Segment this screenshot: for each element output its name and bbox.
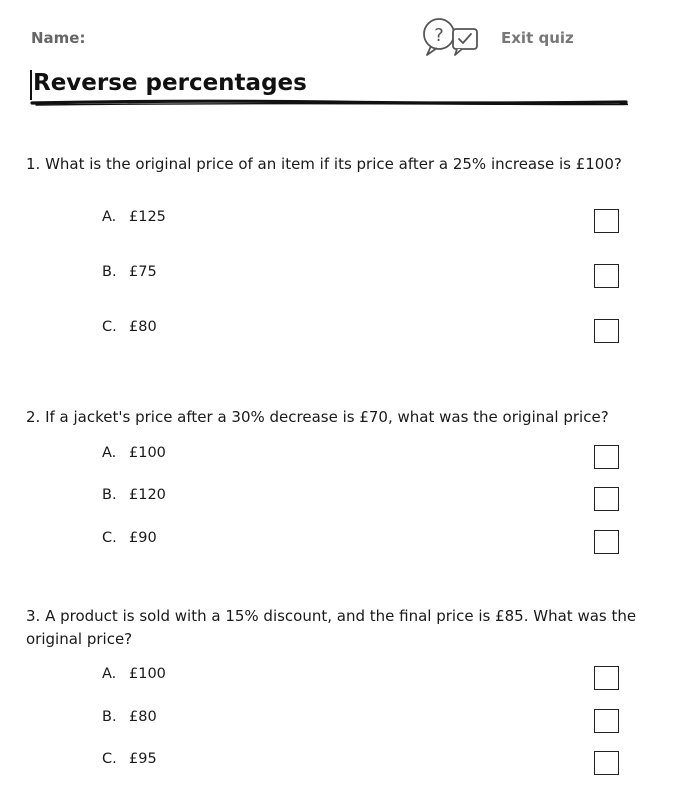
option-value: £90 [129,530,157,546]
option-value: £120 [129,487,166,503]
question-3-option-a [102,666,166,682]
option-value: £100 [129,445,166,461]
question-3-option-b-checkbox[interactable] [594,709,619,733]
question-2-text: 2. If a jacket's price after a 30% decrease is £70, what was the original price? [26,408,609,426]
option-letter: B. [102,709,117,725]
exit-quiz-button[interactable]: Exit quiz [501,29,574,47]
option-letter: A. [102,209,117,225]
question-1-option-b [102,264,157,280]
question-1-option-c-checkbox[interactable] [594,319,619,343]
name-label: Name: [31,29,86,47]
option-letter: A. [102,666,117,682]
question-3-text: 3. A product is sold with a 15% discount, and the final price is £85. What was the original price? [26,607,637,648]
question-2-option-b-checkbox[interactable] [594,487,619,511]
option-value: £75 [129,264,157,280]
question-3-option-b [102,709,157,725]
option-letter: B. [102,487,117,503]
question-3-option-c-checkbox[interactable] [594,751,619,775]
question-1-option-a-checkbox[interactable] [594,209,619,233]
option-letter: C. [102,751,117,767]
option-value: £95 [129,751,157,767]
page-title: Reverse percentages [33,70,307,96]
option-letter: A. [102,445,117,461]
question-1-text: 1. What is the original price of an item if its price after a 25% increase is £100? [26,155,622,173]
question-2-option-a [102,445,166,461]
title-underline [30,97,628,109]
question-2-option-c [102,530,157,546]
question-2-option-a-checkbox[interactable] [594,445,619,469]
question-3-option-c [102,751,157,767]
question-1-option-a [102,209,166,225]
question-1-option-c [102,319,157,335]
option-value: £80 [129,319,157,335]
question-2-option-c-checkbox[interactable] [594,530,619,554]
option-value: £80 [129,709,157,725]
question-1-option-b-checkbox[interactable] [594,264,619,288]
option-letter: C. [102,530,117,546]
quiz-feedback-icon[interactable] [421,15,481,59]
option-value: £125 [129,209,166,225]
option-letter: C. [102,319,117,335]
question-mark-glyph: ? [434,25,444,46]
option-value: £100 [129,666,166,682]
option-letter: B. [102,264,117,280]
question-3-option-a-checkbox[interactable] [594,666,619,690]
question-2-option-b [102,487,166,503]
text-cursor [30,70,32,100]
